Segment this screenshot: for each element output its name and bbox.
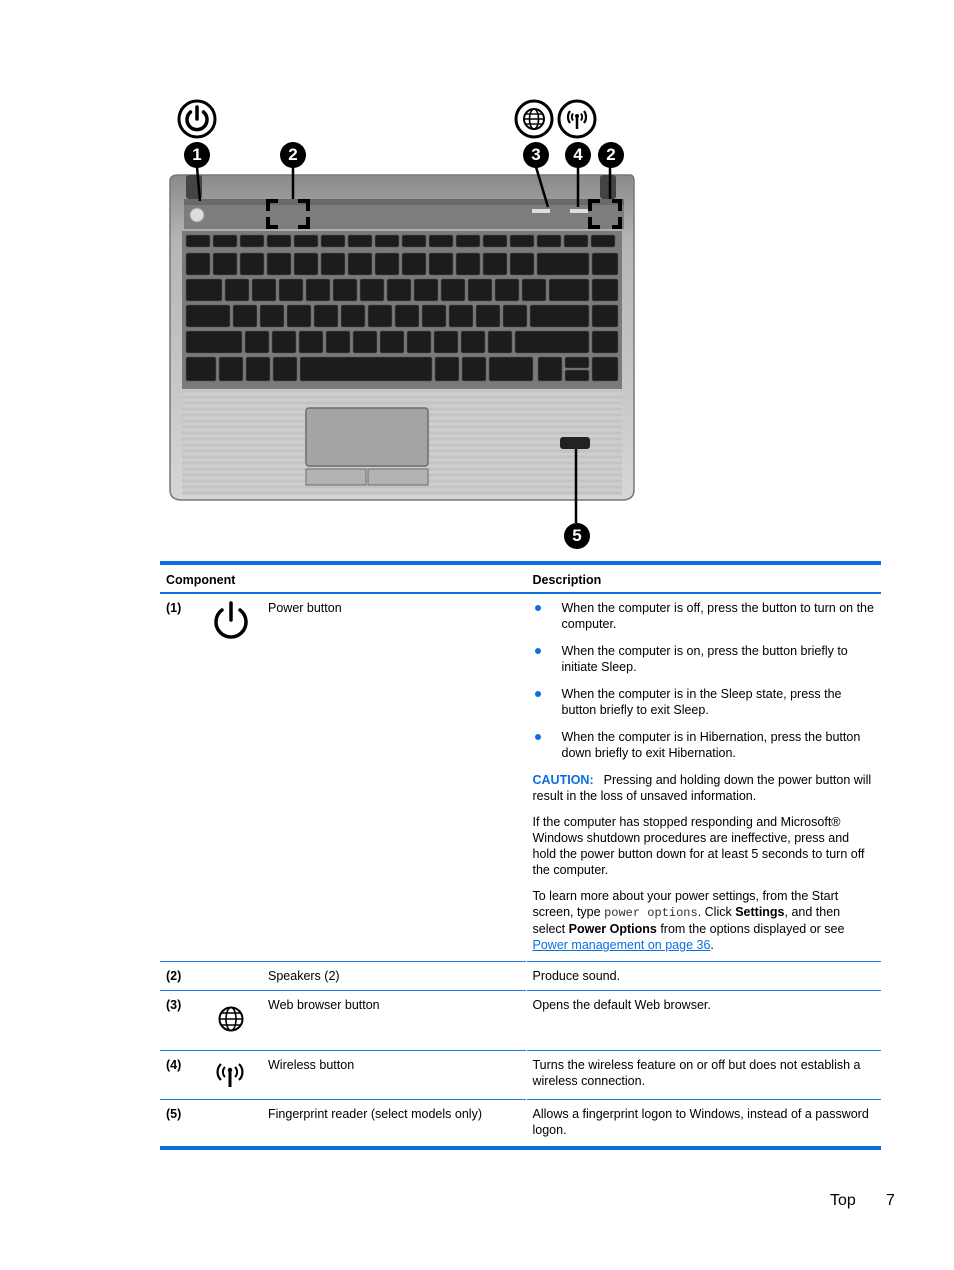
keyboard-key — [592, 331, 618, 353]
keyboard-key — [592, 253, 618, 275]
keyboard-key — [407, 331, 431, 353]
callout-3: 3 — [523, 142, 549, 168]
row-icon-cell — [202, 1100, 262, 1148]
row-icon-cell — [202, 991, 262, 1051]
keyboard-key — [549, 279, 589, 301]
keyboard-key — [402, 253, 426, 275]
row-component-name: Speakers (2) — [268, 969, 340, 983]
keyboard-key — [219, 357, 243, 381]
keyboard-key — [321, 253, 345, 275]
keyboard-key — [245, 331, 269, 353]
row-number: (4) — [166, 1058, 182, 1072]
keyboard-key — [429, 235, 453, 247]
header-description: Description — [526, 563, 881, 593]
wireless-icon — [557, 99, 597, 139]
keyboard-key — [495, 279, 519, 301]
row-number: (1) — [166, 601, 182, 615]
callout-2-right: 2 — [598, 142, 624, 168]
keyboard-key — [233, 305, 257, 327]
keyboard-key — [515, 331, 589, 353]
keyboard-key — [300, 357, 432, 381]
caution-note — [533, 772, 876, 804]
keyboard-key — [306, 279, 330, 301]
keyboard-key — [186, 235, 210, 247]
keyboard-key — [240, 253, 264, 275]
laptop-top-figure — [160, 95, 640, 555]
table-header-row — [160, 563, 881, 593]
text-run: . Click — [697, 905, 736, 919]
keyboard-key — [592, 305, 618, 327]
keyboard-key — [186, 331, 242, 353]
keyboard-key — [294, 235, 318, 247]
row-icon-cell — [202, 593, 262, 962]
callout-1: 1 — [184, 142, 210, 168]
keyboard-key — [326, 331, 350, 353]
table-row — [160, 991, 881, 1051]
keyboard-key — [368, 305, 392, 327]
table-row — [160, 1100, 881, 1148]
keyboard-key — [414, 279, 438, 301]
row-component-name: Fingerprint reader (select models only) — [268, 1107, 482, 1121]
keyboard-key — [564, 235, 588, 247]
footer-section-title: Top — [830, 1192, 856, 1209]
keyboard-key — [537, 235, 561, 247]
row-description: Turns the wireless feature on or off but does not establish a wireless connection. — [526, 1051, 881, 1100]
row-number: (3) — [166, 998, 182, 1012]
keyboard-key — [537, 253, 589, 275]
keyboard-key — [353, 331, 377, 353]
row-component-name: Power button — [268, 601, 342, 615]
keyboard-key — [435, 357, 459, 381]
keyboard-key — [395, 305, 419, 327]
keyboard-key — [489, 357, 533, 381]
keyboard-key — [538, 357, 562, 381]
keyboard-key — [333, 279, 357, 301]
keyboard-key — [321, 235, 345, 247]
keyboard-key — [341, 305, 365, 327]
table-row — [160, 593, 881, 962]
keyboard-key — [272, 331, 296, 353]
keyboard-key — [314, 305, 338, 327]
row-number: (5) — [166, 1107, 182, 1121]
keyboard-key — [441, 279, 465, 301]
text-run: . — [710, 938, 714, 952]
keyboard-key — [522, 279, 546, 301]
keyboard-key — [483, 253, 507, 275]
row-description: Opens the default Web browser. — [526, 991, 881, 1051]
caution-text: Pressing and holding down the power button will result in the loss of unsaved information. — [532, 773, 872, 803]
callout-2-left: 2 — [280, 142, 306, 168]
keyboard-key — [456, 235, 480, 247]
keyboard-key — [488, 331, 512, 353]
keyboard-key — [592, 357, 618, 381]
keyboard-key — [422, 305, 446, 327]
keyboard-key — [186, 253, 210, 275]
keyboard-key — [456, 253, 480, 275]
power-icon — [177, 99, 217, 139]
table-row — [160, 1051, 881, 1100]
keyboard-key — [267, 253, 291, 275]
power-icon — [211, 600, 251, 642]
row-component-name: Wireless button — [268, 1058, 355, 1072]
keyboard-key — [402, 235, 426, 247]
row-description: Allows a fingerprint logon to Windows, instead of a password logon. — [526, 1100, 881, 1148]
paragraph: If the computer has stopped responding and Microsoft® Windows shutdown procedures are ineffective, press and hold the power button down for at least 5 seconds to turn off the computer. — [532, 815, 865, 877]
bold-text: Power Options — [568, 922, 657, 936]
text-run: , and then select — [532, 905, 841, 936]
list-item: When the computer is on, press the button briefly to initiate Sleep. — [533, 643, 876, 675]
row-icon-cell — [202, 1051, 262, 1100]
text-run: To learn more about your power settings, from the Start screen, type — [532, 889, 839, 919]
keyboard-key — [468, 279, 492, 301]
keyboard-key — [565, 370, 589, 381]
bold-text: Settings — [735, 905, 785, 919]
row-description: Produce sound. — [526, 962, 881, 991]
component-table — [160, 561, 881, 1150]
keyboard-key — [225, 279, 249, 301]
list-item: When the computer is off, press the button to turn on the computer. — [533, 600, 876, 632]
keyboard-key — [273, 357, 297, 381]
keyboard-key — [279, 279, 303, 301]
keyboard-key — [429, 253, 453, 275]
keyboard-key — [462, 357, 486, 381]
text-run: from the options displayed or see — [656, 922, 845, 936]
keyboard-key — [186, 279, 222, 301]
keyboard-key — [530, 305, 589, 327]
code-text: power options — [604, 906, 698, 920]
row-component-name: Web browser button — [268, 998, 380, 1012]
keyboard-key — [287, 305, 311, 327]
keyboard-key — [348, 253, 372, 275]
wireless-icon — [213, 1059, 247, 1089]
keyboard-key — [592, 279, 618, 301]
row-number: (2) — [166, 969, 182, 983]
keyboard-key — [213, 253, 237, 275]
keyboard-key — [375, 253, 399, 275]
row-description — [526, 593, 881, 962]
keyboard-key — [503, 305, 527, 327]
keyboard-key — [267, 235, 291, 247]
web-browser-icon — [216, 1004, 246, 1034]
keyboard-key — [510, 235, 534, 247]
caution-label: CAUTION: — [532, 773, 594, 787]
list-item: When the computer is in Hibernation, press the button down briefly to exit Hibernation. — [533, 729, 876, 761]
keyboard-key — [240, 235, 264, 247]
keyboard-key — [299, 331, 323, 353]
table-row — [160, 962, 881, 991]
paragraph — [533, 888, 876, 953]
keyboard-key — [387, 279, 411, 301]
keyboard-key — [476, 305, 500, 327]
power-management-link[interactable]: Power management on page 36 — [532, 938, 711, 952]
keyboard-key — [360, 279, 384, 301]
keyboard-key — [380, 331, 404, 353]
keyboard-key — [186, 357, 216, 381]
keyboard-key — [449, 305, 473, 327]
web-browser-icon — [514, 99, 554, 139]
keyboard-key — [252, 279, 276, 301]
keyboard-key — [213, 235, 237, 247]
row-icon-cell — [202, 962, 262, 991]
keyboard-key — [434, 331, 458, 353]
keyboard-key — [348, 235, 372, 247]
keyboard-key — [591, 235, 615, 247]
keyboard-key — [186, 305, 230, 327]
keyboard-key — [260, 305, 284, 327]
keyboard-key — [565, 357, 589, 368]
keyboard-key — [510, 253, 534, 275]
keyboard-key — [461, 331, 485, 353]
callout-5: 5 — [564, 523, 590, 549]
header-component: Component — [166, 572, 236, 587]
callout-4: 4 — [565, 142, 591, 168]
page-number: 7 — [886, 1192, 895, 1209]
list-item: When the computer is in the Sleep state, press the button briefly to exit Sleep. — [533, 686, 876, 718]
keyboard-key — [294, 253, 318, 275]
keyboard-key — [246, 357, 270, 381]
keyboard-key — [483, 235, 507, 247]
bullet-list — [533, 600, 876, 761]
keyboard-key — [375, 235, 399, 247]
